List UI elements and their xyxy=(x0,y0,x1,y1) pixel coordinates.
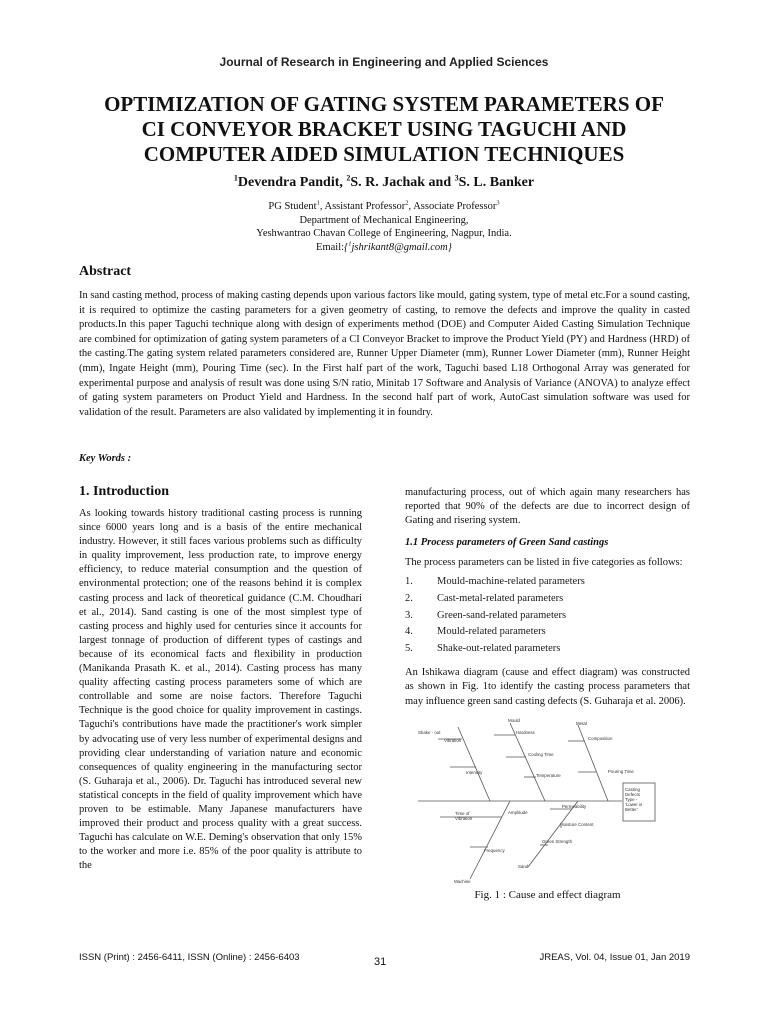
right-column xyxy=(405,486,690,901)
label-effect-4: 'Lower is xyxy=(625,801,643,807)
label-temperature: Temperature xyxy=(536,772,561,778)
email-address: jshrikant8@gmail.com} xyxy=(351,241,452,253)
list-number: 4. xyxy=(405,626,413,638)
author-name: Devendra Pandit, xyxy=(237,175,347,190)
title-line: OPTIMIZATION OF GATING SYSTEM PARAMETERS OF xyxy=(104,92,664,116)
introduction-body: As looking towards history traditional casting process is running since 6000 years long and is a basis of the entire mechanical industry. However, it still faces various problems such as difficulty in quality improvement, less production rate, to improve energy efficiency, to reduce material consumption and the question of environmental protection; one of the reasons behind it is complex casting process and lack of theoretical guidance (C.M. Choudhari et al., 2014). Sand casting is one of the most simplest type of casting process and highly used for centuries since it accounts for largest tonnage of production of different types of castings and because of its economical facts and flexibility in production (Manikanda Prasath K. et al., 2014). Casting process has many quality affecting casting process parameters some of which are controllable and some are noise factors. Therefore Taguchi Technique is the good choice for quality improvement in castings. Taguchi's contributions have made the practitioner's work simpler by advocating use of very less number of experimental designs and providing clear understanding of variation nature and economic consequences of quality engineering in the manufacturing sector (S. Guharaja et al., 2006). Dr. Taguchi has introduced several new statistical concepts in the field of quality improvement which have proven to be estimable. Many Japanese manufacturers have improved their product and process quality with a great success. Taguchi has calculate on W.E. Deming's observation that only 15% to the worker and more i.e. 85% of the poor quality is attribute to the xyxy=(79,508,362,872)
label-effect-2: Defects xyxy=(625,791,640,797)
email-brace: { xyxy=(344,241,349,253)
label-permeability: Permeability xyxy=(562,803,587,809)
label-metal: Metal xyxy=(576,720,587,726)
role-separator: , xyxy=(408,201,414,212)
list-item xyxy=(405,591,690,608)
figure-caption: Fig. 1 : Cause and effect diagram xyxy=(474,888,621,901)
footer-issue: JREAS, Vol. 04, Issue 01, Jan 2019 xyxy=(539,952,690,963)
role-text: Associate Professor xyxy=(413,201,497,212)
email-line xyxy=(0,241,768,255)
title-line: COMPUTER AIDED SIMULATION TECHNIQUES xyxy=(143,142,625,166)
bone-machine xyxy=(470,801,510,879)
label-vibration: Vibration xyxy=(444,737,462,743)
keywords-label: Key Words : xyxy=(79,453,132,464)
list-number: 5. xyxy=(405,642,413,654)
list-item xyxy=(405,641,690,658)
list-number: 1. xyxy=(405,576,413,588)
figure-1 xyxy=(405,717,690,901)
label-frequency: Frequency xyxy=(484,847,505,853)
label-machine: Machine xyxy=(454,878,471,884)
list-text: Shake-out-related parameters xyxy=(437,642,561,654)
affiliation-block xyxy=(0,200,768,254)
author-sup: 3 xyxy=(454,173,459,183)
list-text: Mould-machine-related parameters xyxy=(437,576,585,588)
abstract-heading: Abstract xyxy=(79,264,132,279)
role-sup: 3 xyxy=(496,199,500,207)
label-cooling-time: Cooling Time xyxy=(528,751,554,757)
role-sup: 2 xyxy=(405,199,409,207)
label-pouring-time: Pouring Time xyxy=(608,768,634,774)
paper-title xyxy=(60,92,708,167)
introduction-heading: 1. Introduction xyxy=(79,484,169,499)
list-number: 3. xyxy=(405,609,413,621)
subsection-heading: 1.1 Process parameters of Green Sand castings xyxy=(405,537,609,549)
list-text: Mould-related parameters xyxy=(437,626,546,638)
department: Department of Mechanical Engineering, xyxy=(299,214,469,226)
list-item xyxy=(405,608,690,625)
bone-shake-out xyxy=(458,727,490,801)
list-item xyxy=(405,624,690,641)
journal-name: Journal of Research in Engineering and Applied Sciences xyxy=(219,55,549,69)
parameters-intro: The process parameters can be listed in five categories as follows: xyxy=(405,557,683,569)
label-hardness: Hardness xyxy=(516,729,535,735)
author-roles xyxy=(0,200,768,214)
email-value[interactable] xyxy=(344,242,452,253)
label-green-strength: Green Strength xyxy=(542,838,573,844)
role-text: Assistant Professor xyxy=(324,201,406,212)
label-mould: Mould xyxy=(508,717,520,723)
label-intensity: Intensity xyxy=(466,769,483,775)
cause-effect-diagram xyxy=(410,717,670,887)
label-time-of-vibration-1: Time of xyxy=(455,810,470,816)
label-amplitude: Amplitude xyxy=(508,809,528,815)
label-effect-1: Casting xyxy=(625,786,640,792)
email-sup: 1 xyxy=(348,240,352,247)
list-number: 2. xyxy=(405,592,413,604)
label-moisture-content: Moisture Content xyxy=(560,821,594,827)
label-shake-out: Shake - out xyxy=(418,729,441,735)
author-list xyxy=(0,175,768,191)
left-column xyxy=(79,484,362,873)
parameter-list xyxy=(405,574,690,657)
email-label: Email: xyxy=(316,241,345,253)
author-name: S. R. Jachak and xyxy=(350,175,455,190)
ishikawa-paragraph: An Ishikawa diagram (cause and effect diagram) was constructed as shown in Fig. 1to identify the casting process parameters that may influence green sand casting defects (S. Guharaja et al. 2006). xyxy=(405,667,690,707)
role-sup: 1 xyxy=(316,199,320,207)
author-name: S. L. Banker xyxy=(458,175,535,190)
page-number: 31 xyxy=(374,956,387,968)
role-separator: , xyxy=(319,201,325,212)
abstract-body: In sand casting method, process of making casting depends upon various factors like mould, gating system, type of metal etc.For a sound casting, it is required to optimize the casting parameters for a given geometry of casting, to remove the defects and improve the quality in casted products.In this paper Taguchi technique along with design of experiments method (DOE) and Computer Aided Casting Simulation Technique are combined for optimization of gating system parameters of a CI Conveyor Bracket to improve the Product Yield (PY) and Hardness (HRD) of the casting.The gating system related parameters considered are, Runner Upper Diameter (mm), Runner Lower Diameter (mm), Runner Height (mm), Ingate Height (mm), Pouring Time (sec). In the First half part of the work, Taguchi based L18 Orthogonal Array was generated for experimental purpose and analysis of result was done using S/N ratio, Minitab 17 Software and Analysis of Variance (ANOVA) to analyze effect of gating system parameters on Product Yield and Hardness. In the second half part of work, AutoCast simulation software was used for validation of the result. Parameters are also validated by implementing it in foundry. xyxy=(79,290,690,418)
label-composition: Composition xyxy=(588,735,613,741)
introduction-continuation: manufacturing process, out of which again many researchers has reported that 90% of the defects are due to incorrect design of Gating and risering system. xyxy=(405,487,690,527)
list-item xyxy=(405,574,690,591)
author-sup: 2 xyxy=(346,173,351,183)
list-text: Cast-metal-related parameters xyxy=(437,592,564,604)
label-sand: Sand xyxy=(518,863,529,869)
label-effect-5: Better' xyxy=(625,806,638,812)
label-time-of-vibration-2: Vibration xyxy=(455,815,473,821)
title-line: CI CONVEYOR BRACKET USING TAGUCHI AND xyxy=(141,117,627,141)
bone-sand xyxy=(528,801,578,867)
role-text: PG Student xyxy=(268,201,317,212)
label-effect-3: Type - xyxy=(625,796,638,802)
list-text: Green-sand-related parameters xyxy=(437,609,567,621)
footer-issn: ISSN (Print) : 2456-6411, ISSN (Online) : 2456-6403 xyxy=(79,952,300,963)
college: Yeshwantrao Chavan College of Engineering, Nagpur, India. xyxy=(256,228,512,239)
author-sup: 1 xyxy=(233,173,238,183)
